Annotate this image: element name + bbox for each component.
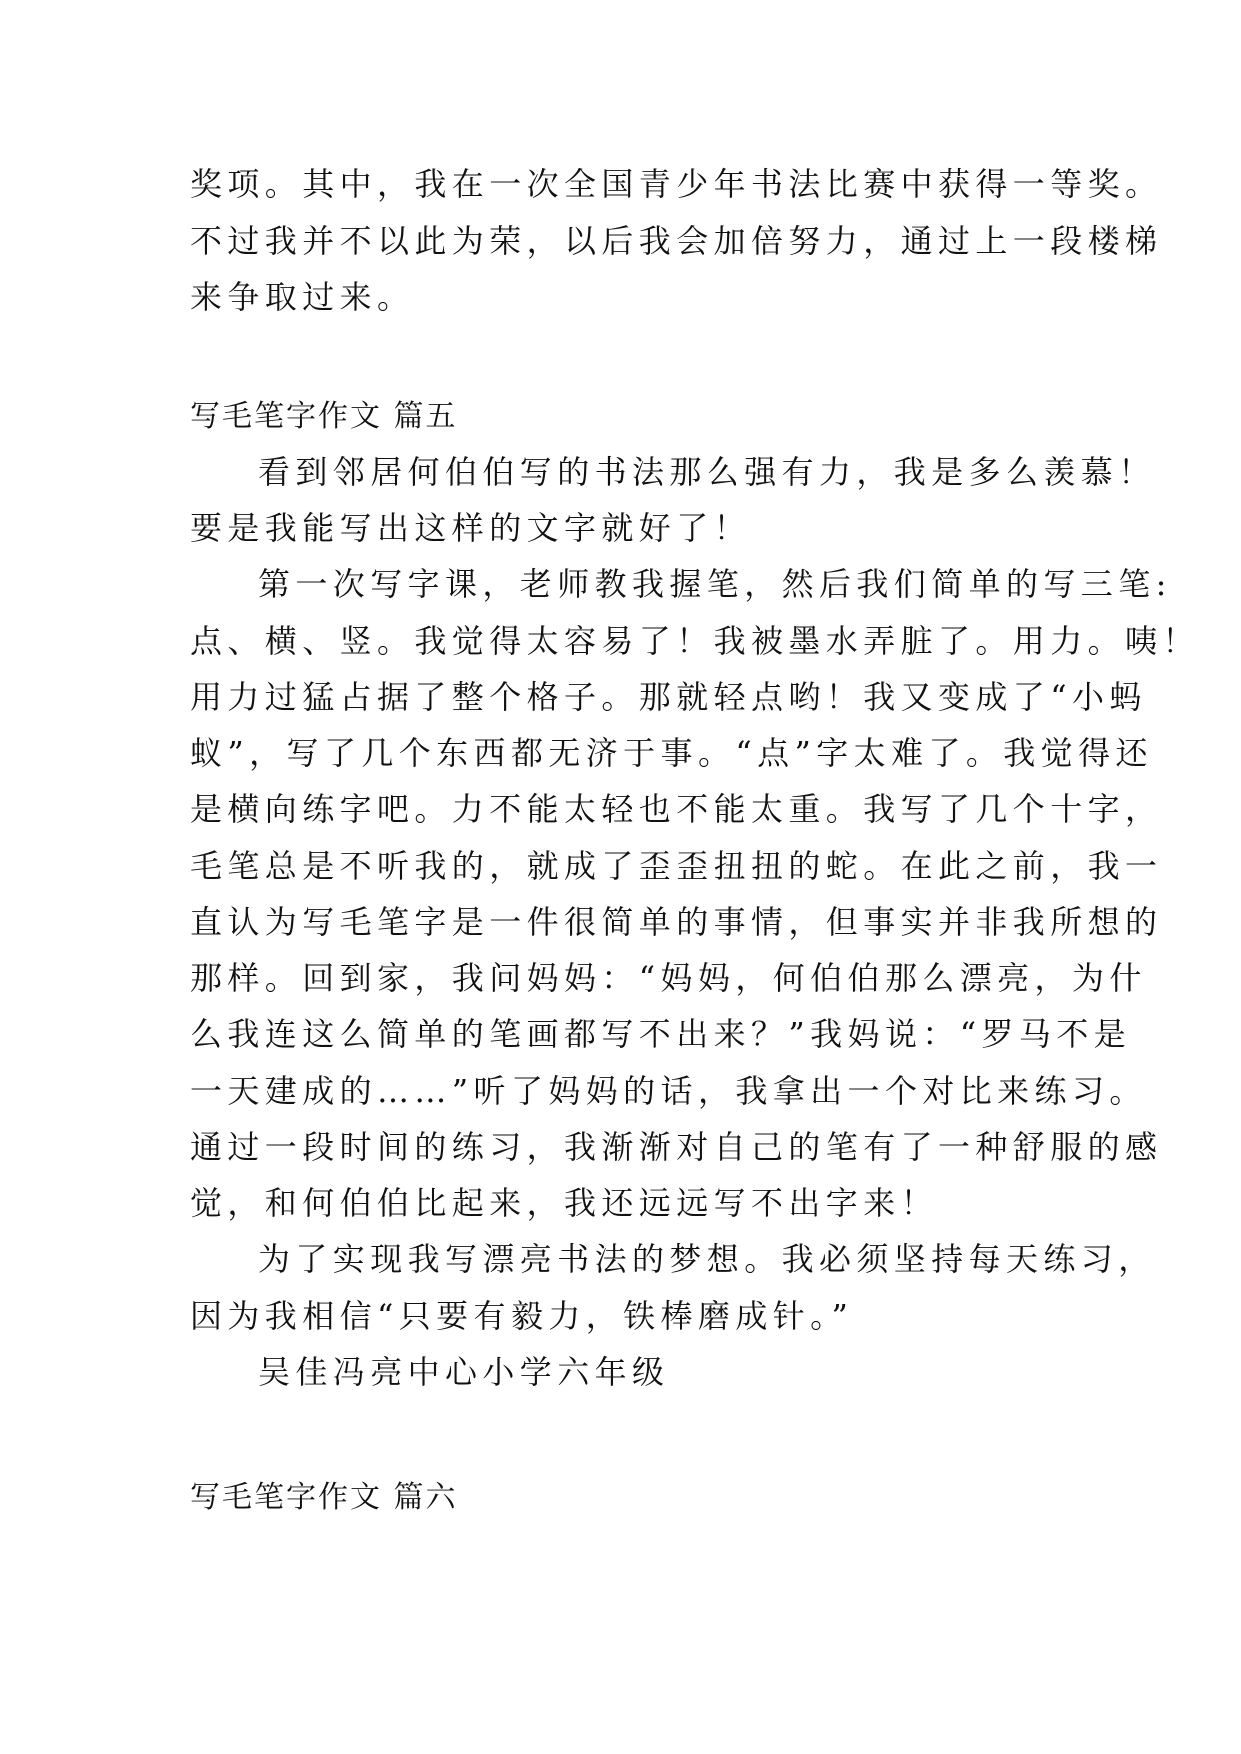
paragraph-line: 为了实现我写漂亮书法的梦想。我必须坚持每天练习， [258, 1240, 1156, 1278]
paragraph-line: 是横向练字吧。力不能太轻也不能太重。我写了几个十字， [190, 790, 1163, 828]
paragraph-line: 第一次写字课，老师教我握笔，然后我们简单的写三笔: [258, 565, 1172, 603]
paragraph-line: 直认为写毛笔字是一件很简单的事情，但事实并非我所想的 [190, 903, 1163, 941]
paragraph-line: 因为我相信“只要有毅力，铁棒磨成针。” [190, 1297, 854, 1335]
paragraph-line: 不过我并不以此为荣，以后我会加倍努力，通过上一段楼梯 [190, 222, 1163, 260]
author-line: 吴佳冯亮中心小学六年级 [258, 1353, 670, 1391]
paragraph-line: 一天建成的……”听了妈妈的话，我拿出一个对比来练习。 [190, 1072, 1147, 1110]
paragraph-line: 来争取过来。 [190, 278, 415, 316]
paragraph-line: 毛笔总是不听我的，就成了歪歪扭扭的蛇。在此之前，我一 [190, 847, 1163, 885]
paragraph-line: 么我连这么简单的笔画都写不出来？”我妈说：“罗马不是 [190, 1015, 1132, 1053]
section-title: 写毛笔字作文 篇五 [190, 399, 458, 434]
paragraph-line: 觉，和何伯伯比起来，我还远远写不出字来！ [190, 1184, 939, 1222]
paragraph-line: 奖项。其中，我在一次全国青少年书法比赛中获得一等奖。 [190, 165, 1163, 203]
paragraph-line: 用力过猛占据了整个格子。那就轻点哟！我又变成了“小蚂 [190, 678, 1147, 716]
paragraph-line: 看到邻居何伯伯写的书法那么强有力，我是多么羡慕！ [258, 453, 1156, 491]
paragraph-line: 蚁”，写了几个东西都无济于事。“点”字太难了。我觉得还 [190, 734, 1153, 772]
paragraph-line: 要是我能写出这样的文字就好了！ [190, 509, 752, 547]
paragraph-line: 点、横、竖。我觉得太容易了！我被墨水弄脏了。用力。咦！ [190, 622, 1200, 660]
section-title: 写毛笔字作文 篇六 [190, 1480, 458, 1515]
paragraph-line: 通过一段时间的练习，我渐渐对自己的笔有了一种舒服的感 [190, 1128, 1163, 1166]
paragraph-line: 那样。回到家，我问妈妈：“妈妈，何伯伯那么漂亮，为什 [190, 959, 1147, 997]
